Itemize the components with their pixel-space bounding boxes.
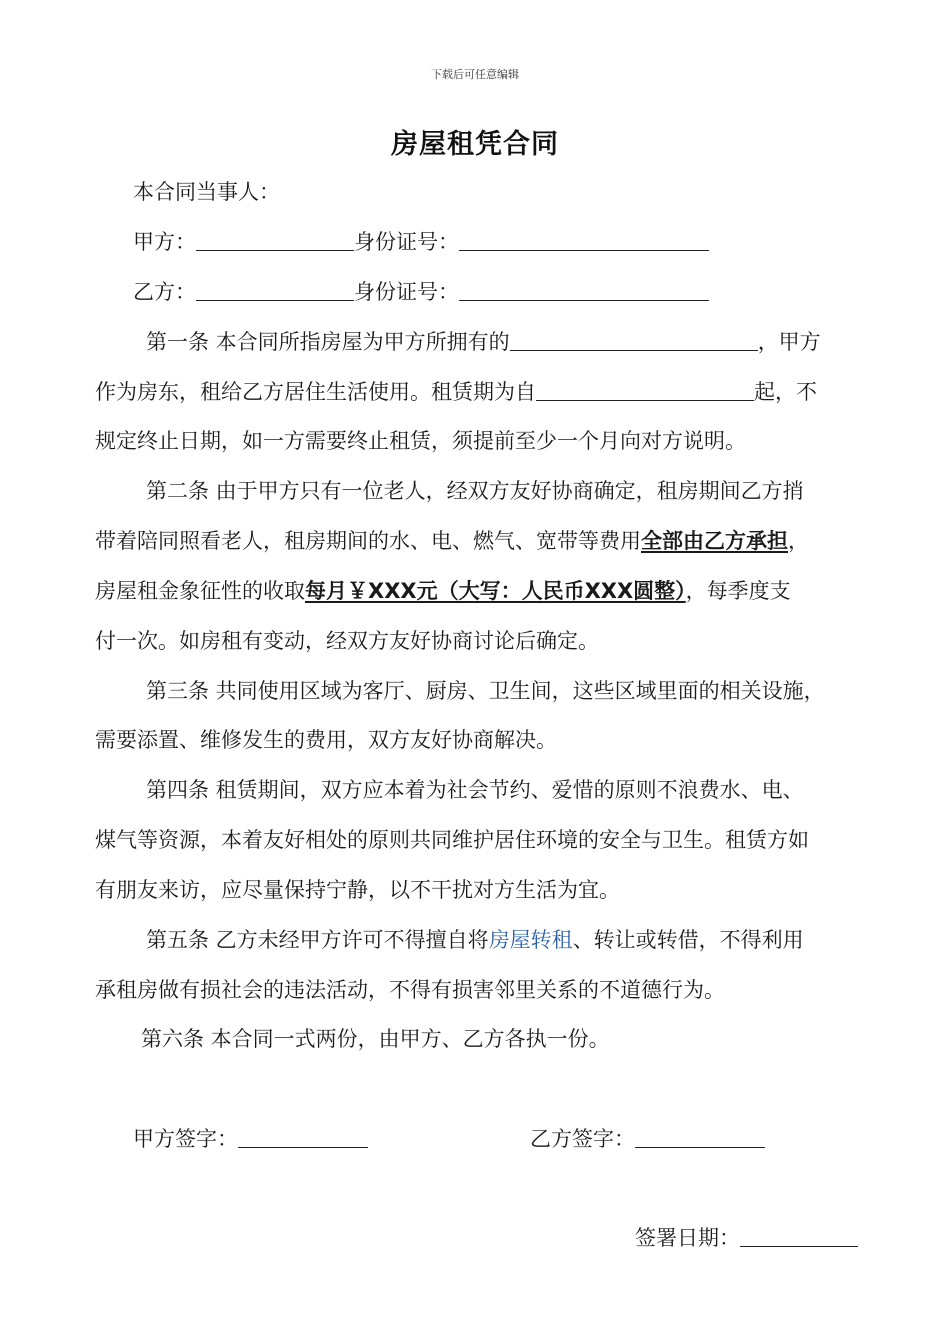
- article-5-line-2: 承租房做有损社会的违法活动，不得有损害邻里关系的不道德行为。: [95, 978, 725, 1002]
- article-4-line-2: 煤气等资源，本着友好相处的原则共同维护居住环境的安全与卫生。租赁方如: [95, 828, 809, 852]
- party-b-signature-label: 乙方签字：: [530, 1127, 635, 1151]
- header-note: 下载后可任意编辑: [431, 68, 519, 81]
- party-b-row: [133, 277, 709, 307]
- party-a-signature-row: [133, 1124, 368, 1154]
- article-2-text: ，每季度支: [685, 579, 791, 603]
- party-a-signature-label: 甲方签字：: [133, 1127, 238, 1151]
- article-2-emphasis: 全部由乙方承担: [641, 529, 788, 553]
- article-1-line-2: [95, 377, 817, 407]
- rent-amount: 每月￥XXX元（大写：人民币XXX圆整）: [305, 579, 686, 603]
- article-2-text: 带着陪同照看老人，租房期间的水、电、燃气、宽带等费用: [95, 529, 641, 553]
- signing-date-label: 签署日期：: [635, 1226, 740, 1250]
- party-a-row: [133, 227, 709, 257]
- article-2-line-3: [95, 576, 791, 606]
- party-b-label: 乙方：: [133, 280, 196, 304]
- article-1-text: 起，不: [754, 380, 817, 404]
- article-3-line-1: 第三条 共同使用区域为客厅、厨房、卫生间，这些区域里面的相关设施，: [146, 679, 825, 703]
- party-b-name-field[interactable]: [196, 278, 354, 301]
- party-b-id-label: 身份证号：: [354, 280, 459, 304]
- party-a-name-field[interactable]: [196, 228, 354, 251]
- article-1-line-3: 规定终止日期，如一方需要终止租赁，须提前至少一个月向对方说明。: [95, 429, 746, 453]
- article-3-line-2: 需要添置、维修发生的费用，双方友好协商解决。: [95, 728, 557, 752]
- article-2-text: ，: [788, 529, 809, 553]
- signing-date-row: [635, 1223, 858, 1253]
- property-address-field[interactable]: [510, 328, 758, 351]
- article-4-line-1: 第四条 租赁期间，双方应本着为社会节约、爱惜的原则不浪费水、电、: [146, 778, 804, 802]
- article-2-line-1: 第二条 由于甲方只有一位老人，经双方友好协商确定，租房期间乙方捎: [146, 479, 804, 503]
- signing-date-field[interactable]: [740, 1224, 858, 1247]
- article-5-text: 、转让或转借，不得利用: [572, 928, 804, 952]
- article-4-line-3: 有朋友来访，应尽量保持宁静，以不干扰对方生活为宜。: [95, 878, 620, 902]
- article-2-text: 房屋租金象征性的收取: [95, 579, 305, 603]
- article-6-line-1: 第六条 本合同一式两份，由甲方、乙方各执一份。: [141, 1027, 610, 1051]
- party-a-signature-field[interactable]: [238, 1125, 368, 1148]
- document-title: 房屋租凭合同: [391, 129, 559, 160]
- party-b-signature-field[interactable]: [635, 1125, 765, 1148]
- parties-intro: 本合同当事人：: [133, 180, 280, 204]
- party-b-id-field[interactable]: [459, 278, 709, 301]
- article-1-line-1: [146, 327, 821, 357]
- article-1-text: 第一条 本合同所指房屋为甲方所拥有的: [146, 330, 510, 354]
- article-5-line-1: [146, 925, 804, 955]
- party-a-id-label: 身份证号：: [354, 230, 459, 254]
- party-a-id-field[interactable]: [459, 228, 709, 251]
- party-b-signature-row: [530, 1124, 765, 1154]
- lease-start-field[interactable]: [536, 378, 754, 401]
- article-1-text: 作为房东，租给乙方居住生活使用。租赁期为自: [95, 380, 536, 404]
- article-5-text: 第五条 乙方未经甲方许可不得擅自将: [146, 928, 489, 952]
- sublease-link[interactable]: 房屋转租: [488, 928, 573, 952]
- article-2-line-4: 付一次。如房租有变动，经双方友好协商讨论后确定。: [95, 629, 599, 653]
- article-1-text: ，甲方: [757, 330, 821, 354]
- party-a-label: 甲方：: [133, 230, 196, 254]
- article-2-line-2: [95, 526, 809, 556]
